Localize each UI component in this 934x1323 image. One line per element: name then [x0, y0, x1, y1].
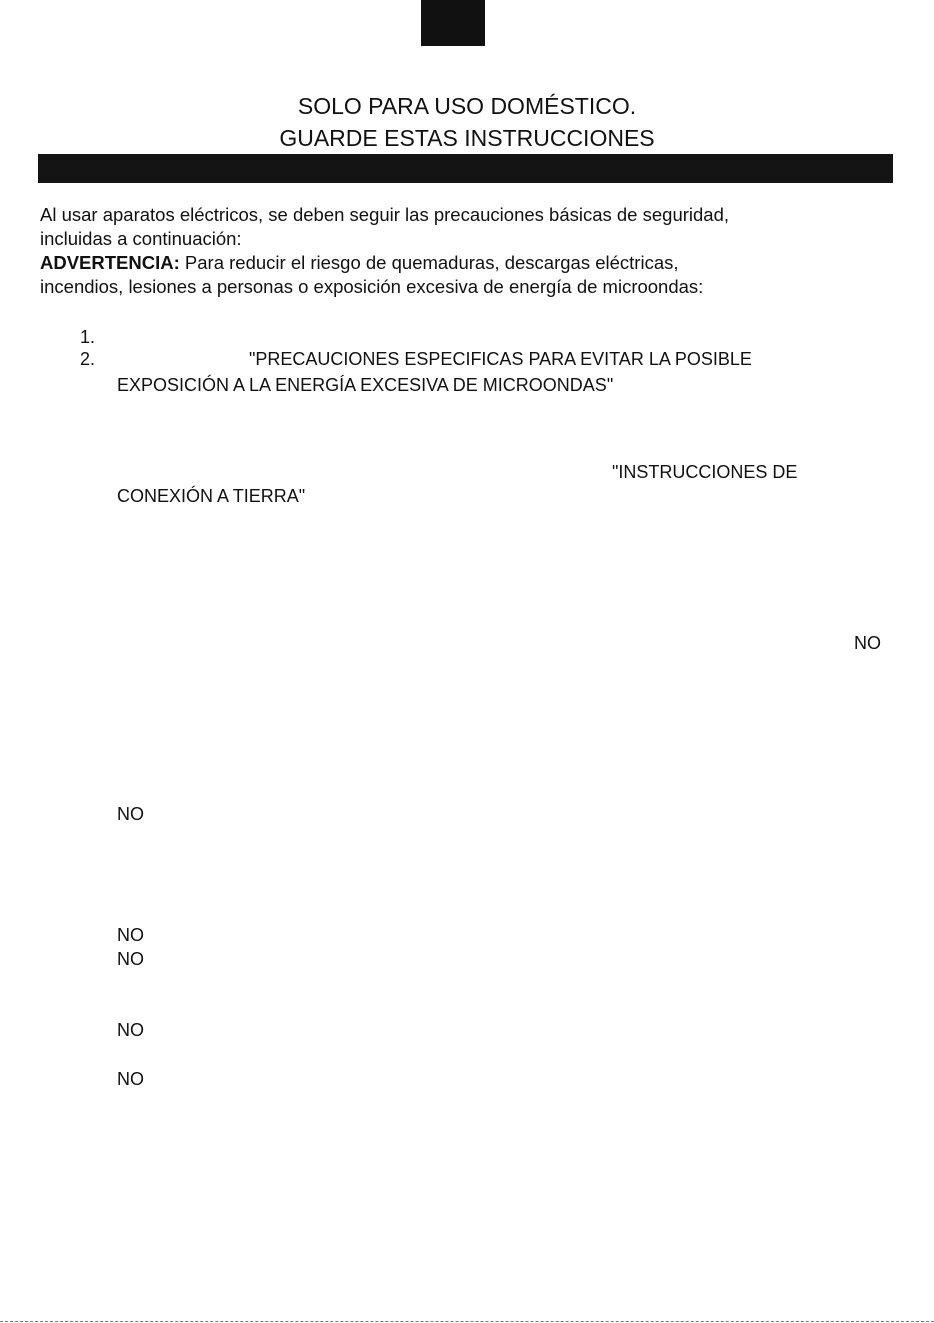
- warning-no-3: NO: [117, 949, 144, 969]
- title-line-1: SOLO PARA USO DOMÉSTICO.: [297, 93, 637, 119]
- warning-no-4: NO: [117, 1020, 144, 1040]
- intro-line-1: Al usar aparatos eléctricos, se deben seguir las precauciones básicas de seguridad,: [40, 204, 730, 225]
- list-item-1-number: 1.: [80, 327, 96, 347]
- page-tab-marker: [421, 0, 485, 46]
- bottom-dashed-rule: [0, 1321, 934, 1322]
- warning-no-right: NO: [854, 633, 881, 653]
- title-line-2: GUARDE ESTAS INSTRUCCIONES: [279, 125, 655, 151]
- list-item-2-number: 2.: [80, 349, 96, 369]
- warning-no-2: NO: [117, 925, 144, 945]
- list-item-2-reference-line-2: EXPOSICIÓN A LA ENERGÍA EXCESIVA DE MICROONDAS": [117, 375, 614, 395]
- intro-line-4: incendios, lesiones a personas o exposición excesiva de energía de microondas:: [40, 276, 704, 297]
- intro-line-2: incluidas a continuación:: [40, 228, 242, 249]
- list-item-2-reference-line-1: "PRECAUCIONES ESPECIFICAS PARA EVITAR LA POSIBLE: [249, 349, 752, 369]
- section-header-bar: [38, 154, 893, 183]
- warning-no-1: NO: [117, 804, 144, 824]
- grounding-reference-line-1: "INSTRUCCIONES DE: [612, 462, 798, 482]
- warning-no-5: NO: [117, 1069, 144, 1089]
- warning-line: [40, 251, 679, 275]
- warning-text: Para reducir el riesgo de quemaduras, descargas eléctricas,: [179, 252, 679, 273]
- warning-label: ADVERTENCIA:: [40, 252, 180, 273]
- grounding-reference-line-2: CONEXIÓN A TIERRA": [117, 486, 306, 506]
